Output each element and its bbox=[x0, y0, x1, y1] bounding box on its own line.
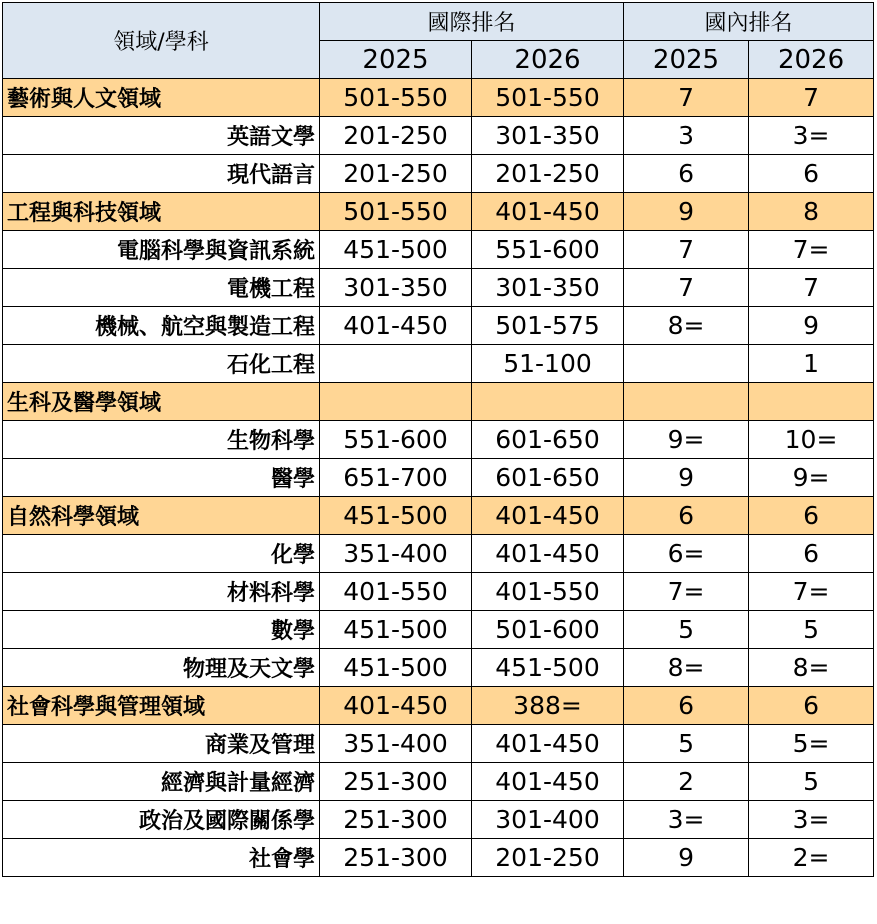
row-label: 商業及管理 bbox=[3, 725, 320, 763]
intl-2025-cell: 251-300 bbox=[320, 763, 472, 801]
subject-row bbox=[3, 573, 874, 611]
header-year-dom-2025: 2025 bbox=[624, 41, 749, 79]
intl-2026-cell: 401-550 bbox=[472, 573, 624, 611]
dom-2025-cell: 7 bbox=[624, 231, 749, 269]
dom-2025-cell: 6 bbox=[624, 497, 749, 535]
dom-2025-cell: 6= bbox=[624, 535, 749, 573]
dom-2025-cell bbox=[624, 383, 749, 421]
intl-2026-cell: 401-450 bbox=[472, 725, 624, 763]
dom-2026-cell: 10= bbox=[749, 421, 874, 459]
intl-2026-cell bbox=[472, 383, 624, 421]
subject-row bbox=[3, 421, 874, 459]
intl-2025-cell bbox=[320, 345, 472, 383]
intl-2026-cell: 501-575 bbox=[472, 307, 624, 345]
row-label: 工程與科技領域 bbox=[3, 193, 320, 231]
dom-2026-cell: 6 bbox=[749, 497, 874, 535]
intl-2026-cell: 401-450 bbox=[472, 763, 624, 801]
intl-2025-cell bbox=[320, 383, 472, 421]
intl-2025-cell: 251-300 bbox=[320, 839, 472, 877]
intl-2025-cell: 451-500 bbox=[320, 231, 472, 269]
intl-2025-cell: 251-300 bbox=[320, 801, 472, 839]
intl-2025-cell: 551-600 bbox=[320, 421, 472, 459]
intl-2025-cell: 451-500 bbox=[320, 611, 472, 649]
subject-row bbox=[3, 649, 874, 687]
dom-2026-cell: 1 bbox=[749, 345, 874, 383]
domain-row bbox=[3, 193, 874, 231]
subject-row bbox=[3, 763, 874, 801]
row-label: 數學 bbox=[3, 611, 320, 649]
dom-2025-cell: 9 bbox=[624, 839, 749, 877]
intl-2025-cell: 351-400 bbox=[320, 535, 472, 573]
table-body bbox=[3, 79, 874, 877]
intl-2026-cell: 388= bbox=[472, 687, 624, 725]
header-year-intl-2025: 2025 bbox=[320, 41, 472, 79]
row-label: 經濟與計量經濟 bbox=[3, 763, 320, 801]
dom-2026-cell: 7= bbox=[749, 231, 874, 269]
dom-2026-cell: 6 bbox=[749, 687, 874, 725]
intl-2025-cell: 451-500 bbox=[320, 497, 472, 535]
intl-2026-cell: 201-250 bbox=[472, 155, 624, 193]
intl-2026-cell: 501-600 bbox=[472, 611, 624, 649]
row-label: 英語文學 bbox=[3, 117, 320, 155]
dom-2025-cell: 9 bbox=[624, 459, 749, 497]
dom-2026-cell: 8= bbox=[749, 649, 874, 687]
row-label: 藝術與人文領域 bbox=[3, 79, 320, 117]
dom-2026-cell: 7 bbox=[749, 269, 874, 307]
intl-2026-cell: 51-100 bbox=[472, 345, 624, 383]
domain-row bbox=[3, 79, 874, 117]
dom-2026-cell: 5 bbox=[749, 611, 874, 649]
dom-2025-cell: 3= bbox=[624, 801, 749, 839]
dom-2025-cell: 6 bbox=[624, 687, 749, 725]
intl-2025-cell: 501-550 bbox=[320, 193, 472, 231]
row-label: 現代語言 bbox=[3, 155, 320, 193]
row-label: 電機工程 bbox=[3, 269, 320, 307]
intl-2025-cell: 401-450 bbox=[320, 307, 472, 345]
header-domestic-rank: 國內排名 bbox=[624, 3, 874, 41]
dom-2026-cell: 7 bbox=[749, 79, 874, 117]
domain-row bbox=[3, 687, 874, 725]
intl-2025-cell: 401-450 bbox=[320, 687, 472, 725]
dom-2025-cell: 9 bbox=[624, 193, 749, 231]
dom-2025-cell: 2 bbox=[624, 763, 749, 801]
ranking-table bbox=[2, 2, 874, 877]
subject-row bbox=[3, 725, 874, 763]
intl-2025-cell: 401-550 bbox=[320, 573, 472, 611]
header-international-rank: 國際排名 bbox=[320, 3, 624, 41]
intl-2026-cell: 451-500 bbox=[472, 649, 624, 687]
dom-2026-cell: 2= bbox=[749, 839, 874, 877]
dom-2025-cell: 7 bbox=[624, 79, 749, 117]
dom-2025-cell: 7= bbox=[624, 573, 749, 611]
subject-row bbox=[3, 535, 874, 573]
header-year-dom-2026: 2026 bbox=[749, 41, 874, 79]
intl-2026-cell: 501-550 bbox=[472, 79, 624, 117]
intl-2026-cell: 401-450 bbox=[472, 193, 624, 231]
row-label: 電腦科學與資訊系統 bbox=[3, 231, 320, 269]
row-label: 自然科學領域 bbox=[3, 497, 320, 535]
subject-row bbox=[3, 839, 874, 877]
subject-row bbox=[3, 117, 874, 155]
dom-2025-cell: 9= bbox=[624, 421, 749, 459]
row-label: 醫學 bbox=[3, 459, 320, 497]
dom-2025-cell: 5 bbox=[624, 725, 749, 763]
dom-2026-cell: 3= bbox=[749, 801, 874, 839]
intl-2025-cell: 501-550 bbox=[320, 79, 472, 117]
intl-2026-cell: 551-600 bbox=[472, 231, 624, 269]
dom-2026-cell: 8 bbox=[749, 193, 874, 231]
intl-2026-cell: 401-450 bbox=[472, 535, 624, 573]
dom-2026-cell: 3= bbox=[749, 117, 874, 155]
row-label: 機械、航空與製造工程 bbox=[3, 307, 320, 345]
row-label: 社會科學與管理領域 bbox=[3, 687, 320, 725]
row-label: 社會學 bbox=[3, 839, 320, 877]
subject-row bbox=[3, 459, 874, 497]
dom-2025-cell: 3 bbox=[624, 117, 749, 155]
intl-2025-cell: 351-400 bbox=[320, 725, 472, 763]
dom-2026-cell: 7= bbox=[749, 573, 874, 611]
dom-2026-cell: 6 bbox=[749, 535, 874, 573]
intl-2026-cell: 601-650 bbox=[472, 459, 624, 497]
dom-2026-cell: 5= bbox=[749, 725, 874, 763]
dom-2025-cell: 6 bbox=[624, 155, 749, 193]
row-label: 物理及天文學 bbox=[3, 649, 320, 687]
subject-row bbox=[3, 307, 874, 345]
intl-2026-cell: 301-350 bbox=[472, 117, 624, 155]
domain-row bbox=[3, 383, 874, 421]
dom-2025-cell bbox=[624, 345, 749, 383]
dom-2025-cell: 8= bbox=[624, 649, 749, 687]
intl-2025-cell: 201-250 bbox=[320, 117, 472, 155]
subject-row bbox=[3, 345, 874, 383]
subject-row bbox=[3, 269, 874, 307]
dom-2026-cell: 9 bbox=[749, 307, 874, 345]
row-label: 生科及醫學領域 bbox=[3, 383, 320, 421]
subject-row bbox=[3, 611, 874, 649]
table-header bbox=[3, 3, 874, 79]
dom-2025-cell: 7 bbox=[624, 269, 749, 307]
dom-2026-cell: 6 bbox=[749, 155, 874, 193]
row-label: 石化工程 bbox=[3, 345, 320, 383]
header-field-subject: 領域/學科 bbox=[3, 3, 320, 79]
dom-2026-cell: 9= bbox=[749, 459, 874, 497]
intl-2026-cell: 301-400 bbox=[472, 801, 624, 839]
dom-2025-cell: 8= bbox=[624, 307, 749, 345]
row-label: 材料科學 bbox=[3, 573, 320, 611]
intl-2025-cell: 301-350 bbox=[320, 269, 472, 307]
intl-2025-cell: 201-250 bbox=[320, 155, 472, 193]
intl-2025-cell: 651-700 bbox=[320, 459, 472, 497]
intl-2026-cell: 601-650 bbox=[472, 421, 624, 459]
subject-row bbox=[3, 155, 874, 193]
dom-2026-cell bbox=[749, 383, 874, 421]
header-row-groups bbox=[3, 3, 874, 41]
domain-row bbox=[3, 497, 874, 535]
header-year-intl-2026: 2026 bbox=[472, 41, 624, 79]
row-label: 政治及國際關係學 bbox=[3, 801, 320, 839]
row-label: 生物科學 bbox=[3, 421, 320, 459]
row-label: 化學 bbox=[3, 535, 320, 573]
dom-2025-cell: 5 bbox=[624, 611, 749, 649]
intl-2026-cell: 301-350 bbox=[472, 269, 624, 307]
dom-2026-cell: 5 bbox=[749, 763, 874, 801]
intl-2026-cell: 201-250 bbox=[472, 839, 624, 877]
intl-2025-cell: 451-500 bbox=[320, 649, 472, 687]
subject-row bbox=[3, 801, 874, 839]
intl-2026-cell: 401-450 bbox=[472, 497, 624, 535]
subject-row bbox=[3, 231, 874, 269]
